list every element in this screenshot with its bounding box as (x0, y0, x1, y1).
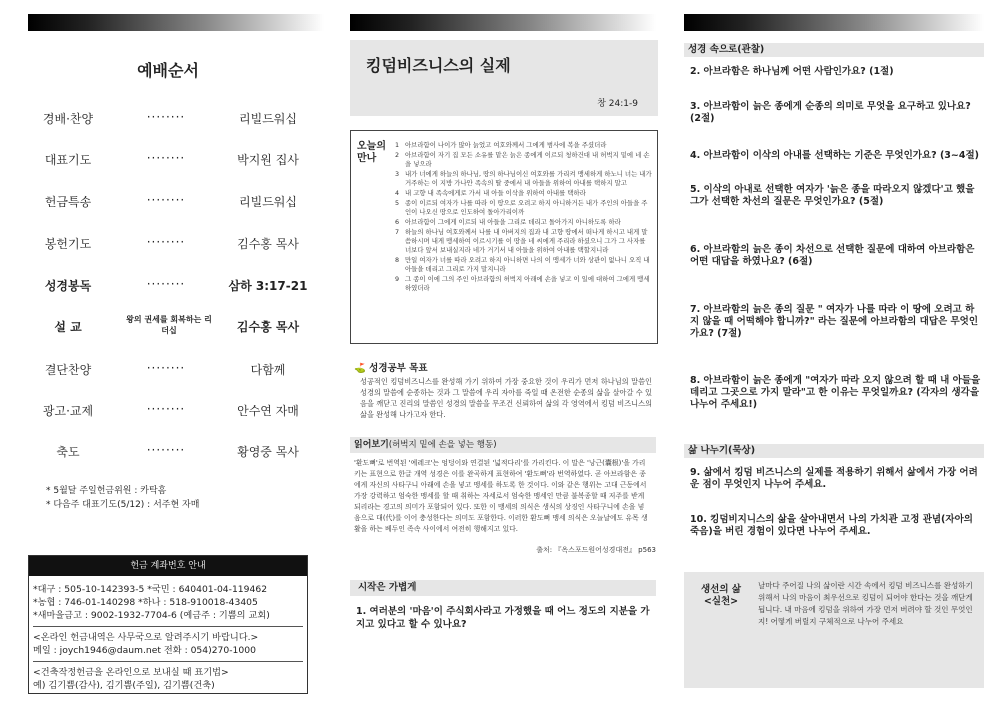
verse (395, 151, 653, 169)
reading-body: '환도뼈'로 번역된 '예레크'는 엉덩이와 연결된 '넓적다리'를 가리킨다. 이 말은 '낭근(囊根)'을 가리키는 표현으로 한글 개역 성경은 이를 완곡하게 표현하여 '환도뼈'라 번역하였다. 곧 아브라함은 종에게 자신의 사타구니 아래에 손을 넣고 맹세를 하도록 한 것이다. 이와 같은 행위는 고대 근동에서 가장 강력하고 엄숙한 맹세를 할 때 취하는 자세로서 엄숙한 맹세인 만큼 불복종할 때 저주를 받게 되리라는 경고의 의미가 포함되어 있다. 또한 이 맹세의 의식은 생식의 상징인 사타구니에 손을 넣음으로 대(代)를 이어 충성한다는 의미도 포함한다. 이러한 환도뼈 맹세 의식은 오늘날에도 유목 생활을 하는 베두인 족속 사이에서 여전히 행해지고 있다. (354, 459, 648, 533)
order-dots: ········ (146, 235, 186, 249)
sermon-title-box (350, 40, 658, 116)
practice-tag: 생선의 삶 <실천> (700, 584, 741, 607)
verse (395, 256, 653, 274)
verse-number: 2 (395, 151, 400, 159)
order-row-scripture (28, 277, 328, 297)
sermon-title-small: 왕의 권세를 회복하는 리더십 (126, 315, 212, 335)
order-leader: 리빌드워십 (239, 112, 297, 126)
order-row (28, 110, 328, 130)
order-leader: 삼하 3:17-21 (228, 279, 308, 293)
order-dots: ········ (146, 402, 186, 416)
verse-text: 하늘의 하나님 여호와께서 나를 내 아버지의 집과 내 고향 땅에서 떠나게 하시고 내게 말씀하시며 내게 맹세하여 이르시기를 이 땅을 네 씨에게 주리라 하셨으니 그가 그 사자를 너보다 앞서 보내실지라 네가 거기서 내 아들을 위하여 아내를 택할지니라 (405, 228, 648, 254)
scripture-reference: 창 24:1-9 (597, 99, 638, 109)
verse-text: 아브라함이 그에게 이르되 내 아들을 그리로 데리고 돌아가지 아니하도록 하라 (405, 218, 621, 226)
verse-number: 6 (395, 218, 400, 226)
order-dots: ········ (146, 277, 186, 291)
account-line: *새마을금고 : 9002-1932-7704-6 (예금주 : 기쁨의 교회) (33, 610, 270, 621)
order-dots: ········ (146, 443, 186, 457)
share-question: 9. 삶에서 킹덤 비즈니스의 실제를 적용하기 위해서 삶에서 가장 어려운 점이 무엇인지 나누어 주세요. (690, 467, 978, 490)
practice-box (684, 572, 984, 688)
verse-text: 내가 너에게 하늘의 하나님, 땅의 하나님이신 여호와를 가리켜 맹세하게 하노니 너는 내가 거주하는 이 지방 가나안 족속의 딸 중에서 내 아들을 위하여 아내를 택하지 말고 (405, 170, 652, 187)
account-line: *대구 : 505-10-142393-5 *국민 : 640401-04-119462 (33, 584, 268, 595)
order-row (28, 443, 328, 463)
worship-order-title: 예배순서 (137, 61, 199, 80)
order-label: 설 교 (54, 320, 82, 334)
verse-number: 1 (395, 141, 400, 149)
share-header: 삶 나누기(묵상) (684, 444, 984, 458)
verse (395, 199, 653, 217)
verse-number: 4 (395, 189, 400, 197)
order-row (28, 235, 328, 255)
order-leader: 리빌드워십 (239, 195, 297, 209)
study-question: 3. 아브라함이 늙은 종에게 순종의 의미로 무엇을 요구하고 있나요? (2절) (690, 101, 971, 124)
study-column (684, 0, 984, 707)
reading-title: 읽어보기 (354, 440, 389, 450)
verse (395, 275, 653, 293)
offering-committee-note: * 5월달 주일헌금위원 : 카탁흠 (46, 486, 167, 496)
order-label: 봉헌기도 (44, 237, 92, 251)
online-offering-title: <온라인 헌금내역은 사무국으로 알려주시기 바랍니다.> (33, 632, 259, 643)
verse-list (395, 141, 653, 294)
reading-subtitle: (허벅지 밑에 손을 넣는 행동) (388, 440, 497, 450)
start-header: 시작은 가볍게 (350, 580, 656, 596)
order-row-sermon (28, 315, 328, 338)
reading-source: 출처: 『옥스포드원어성경대전』 p563 (536, 546, 656, 554)
study-goal-title: ⛳ 성경공부 목표 (354, 363, 428, 374)
order-dots: ········ (146, 110, 186, 124)
verse-number: 3 (395, 170, 400, 178)
order-row (28, 402, 328, 422)
verse-box (350, 130, 658, 344)
building-offering-title: <건축작정헌금을 온라인으로 보내실 때 표기법> (33, 667, 229, 678)
order-label: 대표기도 (44, 153, 92, 167)
verse-text: 아브라함이 나이가 많아 늙었고 여호와께서 그에게 범사에 복을 주셨더라 (405, 141, 607, 149)
verse-text: 아브라함이 자기 집 모든 소유를 맡은 늙은 종에게 이르되 청하건대 내 허벅지 밑에 네 손을 넣으라 (405, 151, 650, 168)
order-label: 헌금특송 (44, 195, 92, 209)
divider (33, 626, 303, 627)
sermon-title: 킹덤비즈니스의 실제 (366, 56, 511, 75)
start-question: 1. 여러분의 '마음'이 주식회사라고 가정했을 때 어느 정도의 지분을 가지고 있다고 할 수 있나요? (356, 606, 650, 630)
verse (395, 228, 653, 255)
verse-text: 만일 여자가 너를 따라 오려고 하지 아니하면 나의 이 맹세가 너와 상관이 없나니 오직 내 아들을 데리고 그리로 가지 말지니라 (405, 256, 650, 273)
order-label: 축도 (56, 445, 80, 459)
order-row (28, 193, 328, 213)
order-leader: 김수홍 목사 (236, 320, 300, 334)
verse-number: 8 (395, 256, 400, 264)
verse (395, 218, 653, 227)
practice-body: 날마다 주어질 나의 삶이란 시간 속에서 킹덤 비즈니스를 완성하기 위해서 나의 마음이 최우선으로 킹덤이 되어야 한다는 것을 깨닫게 됩니다. 내 마음에 킹덤을 위하여 가장 먼저 버려야 할 것인 무엇인지! 어떻게 버릴지 구체적으로 나누어 주세요 (758, 581, 973, 626)
verse-number: 7 (395, 228, 400, 236)
study-goal-body: 성공적인 킹덤비즈니스를 완성해 가기 위하여 가장 중요한 것이 우리가 먼저 하나님의 말씀인 성경의 말씀에 순종하는 것과 그 말씀에 우리 자아를 죽일 때 온전한 순종의 삶을 살아갈 수 있음을 깨닫고 진리의 말씀인 성경의 말씀을 무조건 신뢰하여 삶의 각 영역에서 킹덤 비즈니스의 삶을 완성해 나가고자 한다. (360, 377, 652, 419)
order-label: 경배·찬양 (42, 112, 94, 126)
account-line: *농협 : 746-01-140298 *하나 : 518-910018-43405 (33, 597, 258, 608)
verse-tag: 오늘의 만나 (357, 141, 386, 164)
order-leader: 안수연 자매 (237, 404, 299, 418)
study-question: 7. 아브라함의 늙은 종의 질문 " 여자가 나를 따라 이 땅에 오려고 하지 않을 때 어떡해야 합니까?" 라는 질문에 아브라함의 대답은 무엇인가요? (7절) (690, 304, 979, 339)
order-leader: 황영중 목사 (237, 445, 299, 459)
next-prayer-note: * 다음주 대표기도(5/12) : 서주현 자매 (46, 500, 200, 510)
study-question: 2. 아브라함은 하나님께 어떤 사람인가요? (1절) (690, 66, 894, 77)
order-dots: ········ (146, 151, 186, 165)
study-question: 4. 아브라함이 이삭의 아내를 선택하는 기준은 무엇인가요? (3~4절) (690, 150, 979, 161)
order-dots: ········ (146, 193, 186, 207)
account-info-box (28, 555, 308, 694)
verse-number: 9 (395, 275, 400, 283)
verse-text: 종이 이르되 여자가 나를 따라 이 땅으로 오려고 하지 아니하거든 내가 주인의 아들을 주인이 나오신 땅으로 인도하여 돌아가리이까 (405, 199, 648, 216)
study-question: 5. 이삭의 아내로 선택한 여자가 '늙은 종을 따라오지 않겠다'고 했을 그가 선택한 차선의 질문은 무엇인가요? (5절) (690, 184, 975, 207)
observation-header: 성경 속으로(관찰) (684, 43, 984, 57)
order-row (28, 151, 328, 171)
account-info-title: 헌금 계좌번호 안내 (29, 556, 307, 576)
verse-text: 내 고향 내 족속에게로 가서 내 아들 이삭을 위하여 아내를 택하라 (405, 189, 586, 197)
order-label: 결단찬양 (44, 363, 92, 377)
building-offering-example: 예) 김기쁨(감사), 김기쁨(주일), 김기쁨(건축) (33, 680, 215, 691)
order-leader: 김수홍 목사 (237, 237, 299, 251)
verse (395, 189, 653, 198)
order-label: 광고·교제 (42, 404, 94, 418)
order-row (28, 361, 328, 381)
verse (395, 141, 653, 150)
verse-text: 그 종이 이에 그의 주인 아브라함의 허벅지 아래에 손을 넣고 이 일에 대하여 그에게 맹세하였더라 (405, 275, 650, 292)
share-question: 10. 킹덤비지니스의 삶을 살아내면서 나의 가치관 고정 관념(자아의 죽음)을 버린 경험이 있다면 나누어 주세요. (690, 514, 973, 537)
order-label: 성경봉독 (44, 279, 92, 293)
verse (395, 170, 653, 188)
study-question: 8. 아브라함이 늙은 종에게 "여자가 따라 오지 않으려 할 때 내 아들을 데리고 그곳으로 가지 말라"고 한 이유는 무엇일까요? (각자의 생각을 나누어 주세요!) (690, 375, 981, 410)
divider (33, 661, 303, 662)
online-offering-contact: 메일 : joych1946@daum.net 전화 : 054)270-1000 (33, 645, 256, 656)
order-leader: 박지원 집사 (237, 153, 299, 167)
reading-header (350, 437, 656, 453)
order-leader: 다함께 (250, 363, 286, 377)
sermon-column (346, 0, 660, 707)
verse-number: 5 (395, 199, 400, 207)
order-dots: ········ (146, 361, 186, 375)
study-question: 6. 아브라함의 늙은 종이 차선으로 선택한 질문에 대하여 아브라함은 어떤 대답을 하였나요? (6절) (690, 244, 975, 267)
